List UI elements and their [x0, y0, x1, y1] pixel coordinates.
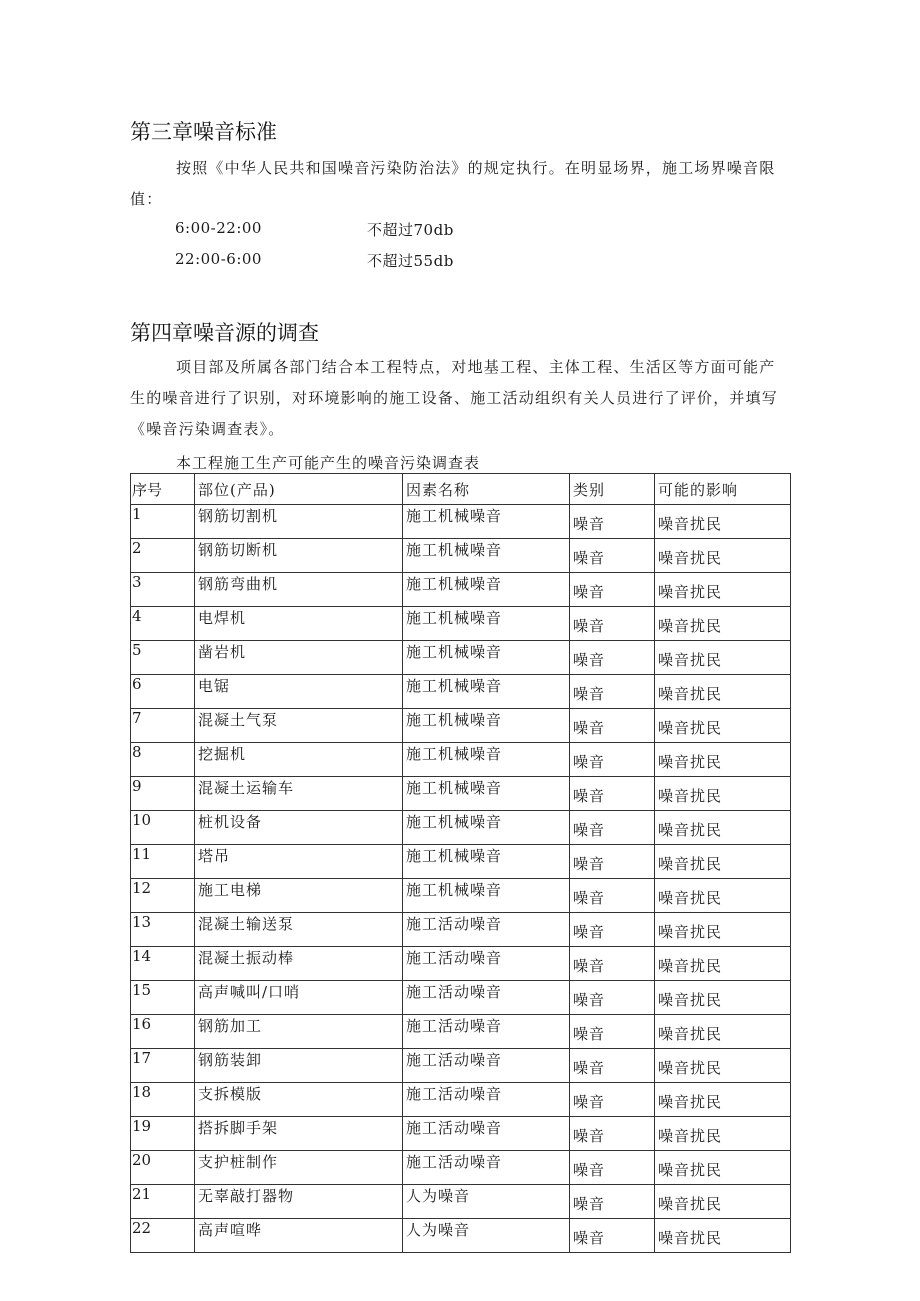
cell-impact: 噪音扰民 [655, 947, 791, 981]
cell-impact: 噪音扰民 [655, 1219, 791, 1253]
header-factor: 因素名称 [403, 474, 570, 505]
cell-part: 电锯 [195, 675, 403, 709]
table-row [131, 947, 791, 981]
cell-impact: 噪音扰民 [655, 539, 791, 573]
table-row [131, 539, 791, 573]
table-row [131, 607, 791, 641]
cell-part: 电焊机 [195, 607, 403, 641]
limit-night-value: 不超过55db [367, 252, 454, 270]
cell-category: 噪音 [570, 1015, 655, 1049]
table-row [131, 845, 791, 879]
cell-index: 13 [131, 913, 195, 947]
cell-index: 9 [131, 777, 195, 811]
cell-factor: 施工活动噪音 [403, 1049, 570, 1083]
cell-factor: 施工机械噪音 [403, 675, 570, 709]
header-index: 序号 [131, 474, 195, 505]
cell-category: 噪音 [570, 845, 655, 879]
cell-index: 1 [131, 505, 195, 539]
table-row [131, 1083, 791, 1117]
cell-index: 21 [131, 1185, 195, 1219]
cell-factor: 施工机械噪音 [403, 709, 570, 743]
cell-factor: 施工机械噪音 [403, 845, 570, 879]
table-row [131, 777, 791, 811]
cell-part: 高声喧哗 [195, 1219, 403, 1253]
header-impact: 可能的影响 [655, 474, 791, 505]
cell-index: 5 [131, 641, 195, 675]
cell-part: 凿岩机 [195, 641, 403, 675]
cell-part: 高声喊叫/口哨 [195, 981, 403, 1015]
cell-impact: 噪音扰民 [655, 1151, 791, 1185]
cell-part: 钢筋加工 [195, 1015, 403, 1049]
cell-factor: 人为噪音 [403, 1219, 570, 1253]
cell-index: 12 [131, 879, 195, 913]
cell-impact: 噪音扰民 [655, 1185, 791, 1219]
cell-category: 噪音 [570, 1083, 655, 1117]
cell-impact: 噪音扰民 [655, 1083, 791, 1117]
cell-category: 噪音 [570, 641, 655, 675]
cell-category: 噪音 [570, 981, 655, 1015]
cell-part: 钢筋切断机 [195, 539, 403, 573]
cell-part: 挖掘机 [195, 743, 403, 777]
cell-factor: 施工活动噪音 [403, 1117, 570, 1151]
cell-index: 10 [131, 811, 195, 845]
cell-impact: 噪音扰民 [655, 879, 791, 913]
table-header-row [131, 474, 791, 505]
table-row [131, 573, 791, 607]
limit-night-time: 22:00-6:00 [175, 250, 262, 268]
cell-impact: 噪音扰民 [655, 709, 791, 743]
cell-impact: 噪音扰民 [655, 743, 791, 777]
cell-factor: 施工机械噪音 [403, 573, 570, 607]
cell-impact: 噪音扰民 [655, 1117, 791, 1151]
cell-part: 钢筋切割机 [195, 505, 403, 539]
table-row [131, 675, 791, 709]
chapter3-title: 第三章噪音标准 [130, 120, 277, 144]
table-row [131, 1049, 791, 1083]
cell-factor: 施工活动噪音 [403, 981, 570, 1015]
chapter4-title: 第四章噪音源的调查 [130, 321, 319, 345]
cell-category: 噪音 [570, 505, 655, 539]
cell-factor: 人为噪音 [403, 1185, 570, 1219]
chapter4-paragraph: 项目部及所属各部门结合本工程特点，对地基工程、主体工程、生活区等方面可能产生的噪音进行了识别，对环境影响的施工设备、施工活动组织有关人员进行了评价，并填写《噪音污染调查表》。 [130, 358, 779, 438]
cell-index: 4 [131, 607, 195, 641]
cell-category: 噪音 [570, 675, 655, 709]
limit-day-value: 不超过70db [367, 221, 454, 239]
table-row [131, 1219, 791, 1253]
cell-factor: 施工机械噪音 [403, 743, 570, 777]
table-row [131, 709, 791, 743]
cell-factor: 施工机械噪音 [403, 607, 570, 641]
cell-impact: 噪音扰民 [655, 845, 791, 879]
table-row [131, 505, 791, 539]
table-row [131, 1151, 791, 1185]
cell-factor: 施工活动噪音 [403, 1015, 570, 1049]
cell-index: 8 [131, 743, 195, 777]
cell-factor: 施工机械噪音 [403, 777, 570, 811]
cell-part: 钢筋装卸 [195, 1049, 403, 1083]
cell-impact: 噪音扰民 [655, 573, 791, 607]
cell-index: 15 [131, 981, 195, 1015]
cell-category: 噪音 [570, 1219, 655, 1253]
table-row [131, 913, 791, 947]
cell-index: 19 [131, 1117, 195, 1151]
table-caption: 本工程施工生产可能产生的噪音污染调查表 [176, 454, 481, 472]
cell-category: 噪音 [570, 1151, 655, 1185]
cell-factor: 施工机械噪音 [403, 641, 570, 675]
cell-index: 20 [131, 1151, 195, 1185]
limit-day-time: 6:00-22:00 [175, 219, 262, 237]
cell-impact: 噪音扰民 [655, 641, 791, 675]
cell-category: 噪音 [570, 947, 655, 981]
cell-impact: 噪音扰民 [655, 981, 791, 1015]
cell-impact: 噪音扰民 [655, 811, 791, 845]
cell-index: 22 [131, 1219, 195, 1253]
cell-category: 噪音 [570, 879, 655, 913]
cell-part: 施工电梯 [195, 879, 403, 913]
cell-index: 7 [131, 709, 195, 743]
cell-part: 塔吊 [195, 845, 403, 879]
cell-category: 噪音 [570, 811, 655, 845]
cell-category: 噪音 [570, 1117, 655, 1151]
cell-impact: 噪音扰民 [655, 913, 791, 947]
cell-factor: 施工活动噪音 [403, 1151, 570, 1185]
cell-index: 2 [131, 539, 195, 573]
cell-factor: 施工机械噪音 [403, 505, 570, 539]
table-row [131, 1015, 791, 1049]
cell-impact: 噪音扰民 [655, 505, 791, 539]
cell-part: 钢筋弯曲机 [195, 573, 403, 607]
cell-index: 11 [131, 845, 195, 879]
cell-factor: 施工机械噪音 [403, 879, 570, 913]
table-row [131, 811, 791, 845]
cell-factor: 施工活动噪音 [403, 913, 570, 947]
cell-category: 噪音 [570, 709, 655, 743]
chapter3-paragraph: 按照《中华人民共和国噪音污染防治法》的规定执行。在明显场界，施工场界噪音限值： [130, 159, 776, 208]
cell-impact: 噪音扰民 [655, 607, 791, 641]
cell-factor: 施工活动噪音 [403, 947, 570, 981]
cell-impact: 噪音扰民 [655, 1049, 791, 1083]
cell-category: 噪音 [570, 743, 655, 777]
cell-category: 噪音 [570, 539, 655, 573]
cell-index: 17 [131, 1049, 195, 1083]
cell-part: 混凝土运输车 [195, 777, 403, 811]
cell-category: 噪音 [570, 913, 655, 947]
cell-impact: 噪音扰民 [655, 1015, 791, 1049]
table-row [131, 1185, 791, 1219]
header-category: 类别 [570, 474, 655, 505]
cell-category: 噪音 [570, 1185, 655, 1219]
cell-index: 16 [131, 1015, 195, 1049]
table-row [131, 1117, 791, 1151]
cell-category: 噪音 [570, 777, 655, 811]
noise-survey-table [130, 473, 791, 1253]
table-row [131, 879, 791, 913]
cell-category: 噪音 [570, 607, 655, 641]
cell-category: 噪音 [570, 573, 655, 607]
header-part: 部位(产品) [195, 474, 403, 505]
cell-part: 混凝土振动棒 [195, 947, 403, 981]
cell-factor: 施工机械噪音 [403, 811, 570, 845]
cell-part: 支拆模版 [195, 1083, 403, 1117]
table-row [131, 981, 791, 1015]
cell-part: 混凝土输送泵 [195, 913, 403, 947]
cell-part: 支护桩制作 [195, 1151, 403, 1185]
cell-index: 6 [131, 675, 195, 709]
cell-part: 桩机设备 [195, 811, 403, 845]
table-row [131, 641, 791, 675]
cell-part: 混凝土气泵 [195, 709, 403, 743]
cell-factor: 施工机械噪音 [403, 539, 570, 573]
cell-index: 3 [131, 573, 195, 607]
cell-impact: 噪音扰民 [655, 675, 791, 709]
cell-index: 18 [131, 1083, 195, 1117]
cell-part: 搭拆脚手架 [195, 1117, 403, 1151]
table-row [131, 743, 791, 777]
cell-index: 14 [131, 947, 195, 981]
cell-impact: 噪音扰民 [655, 777, 791, 811]
cell-factor: 施工活动噪音 [403, 1083, 570, 1117]
cell-category: 噪音 [570, 1049, 655, 1083]
cell-part: 无辜敲打器物 [195, 1185, 403, 1219]
